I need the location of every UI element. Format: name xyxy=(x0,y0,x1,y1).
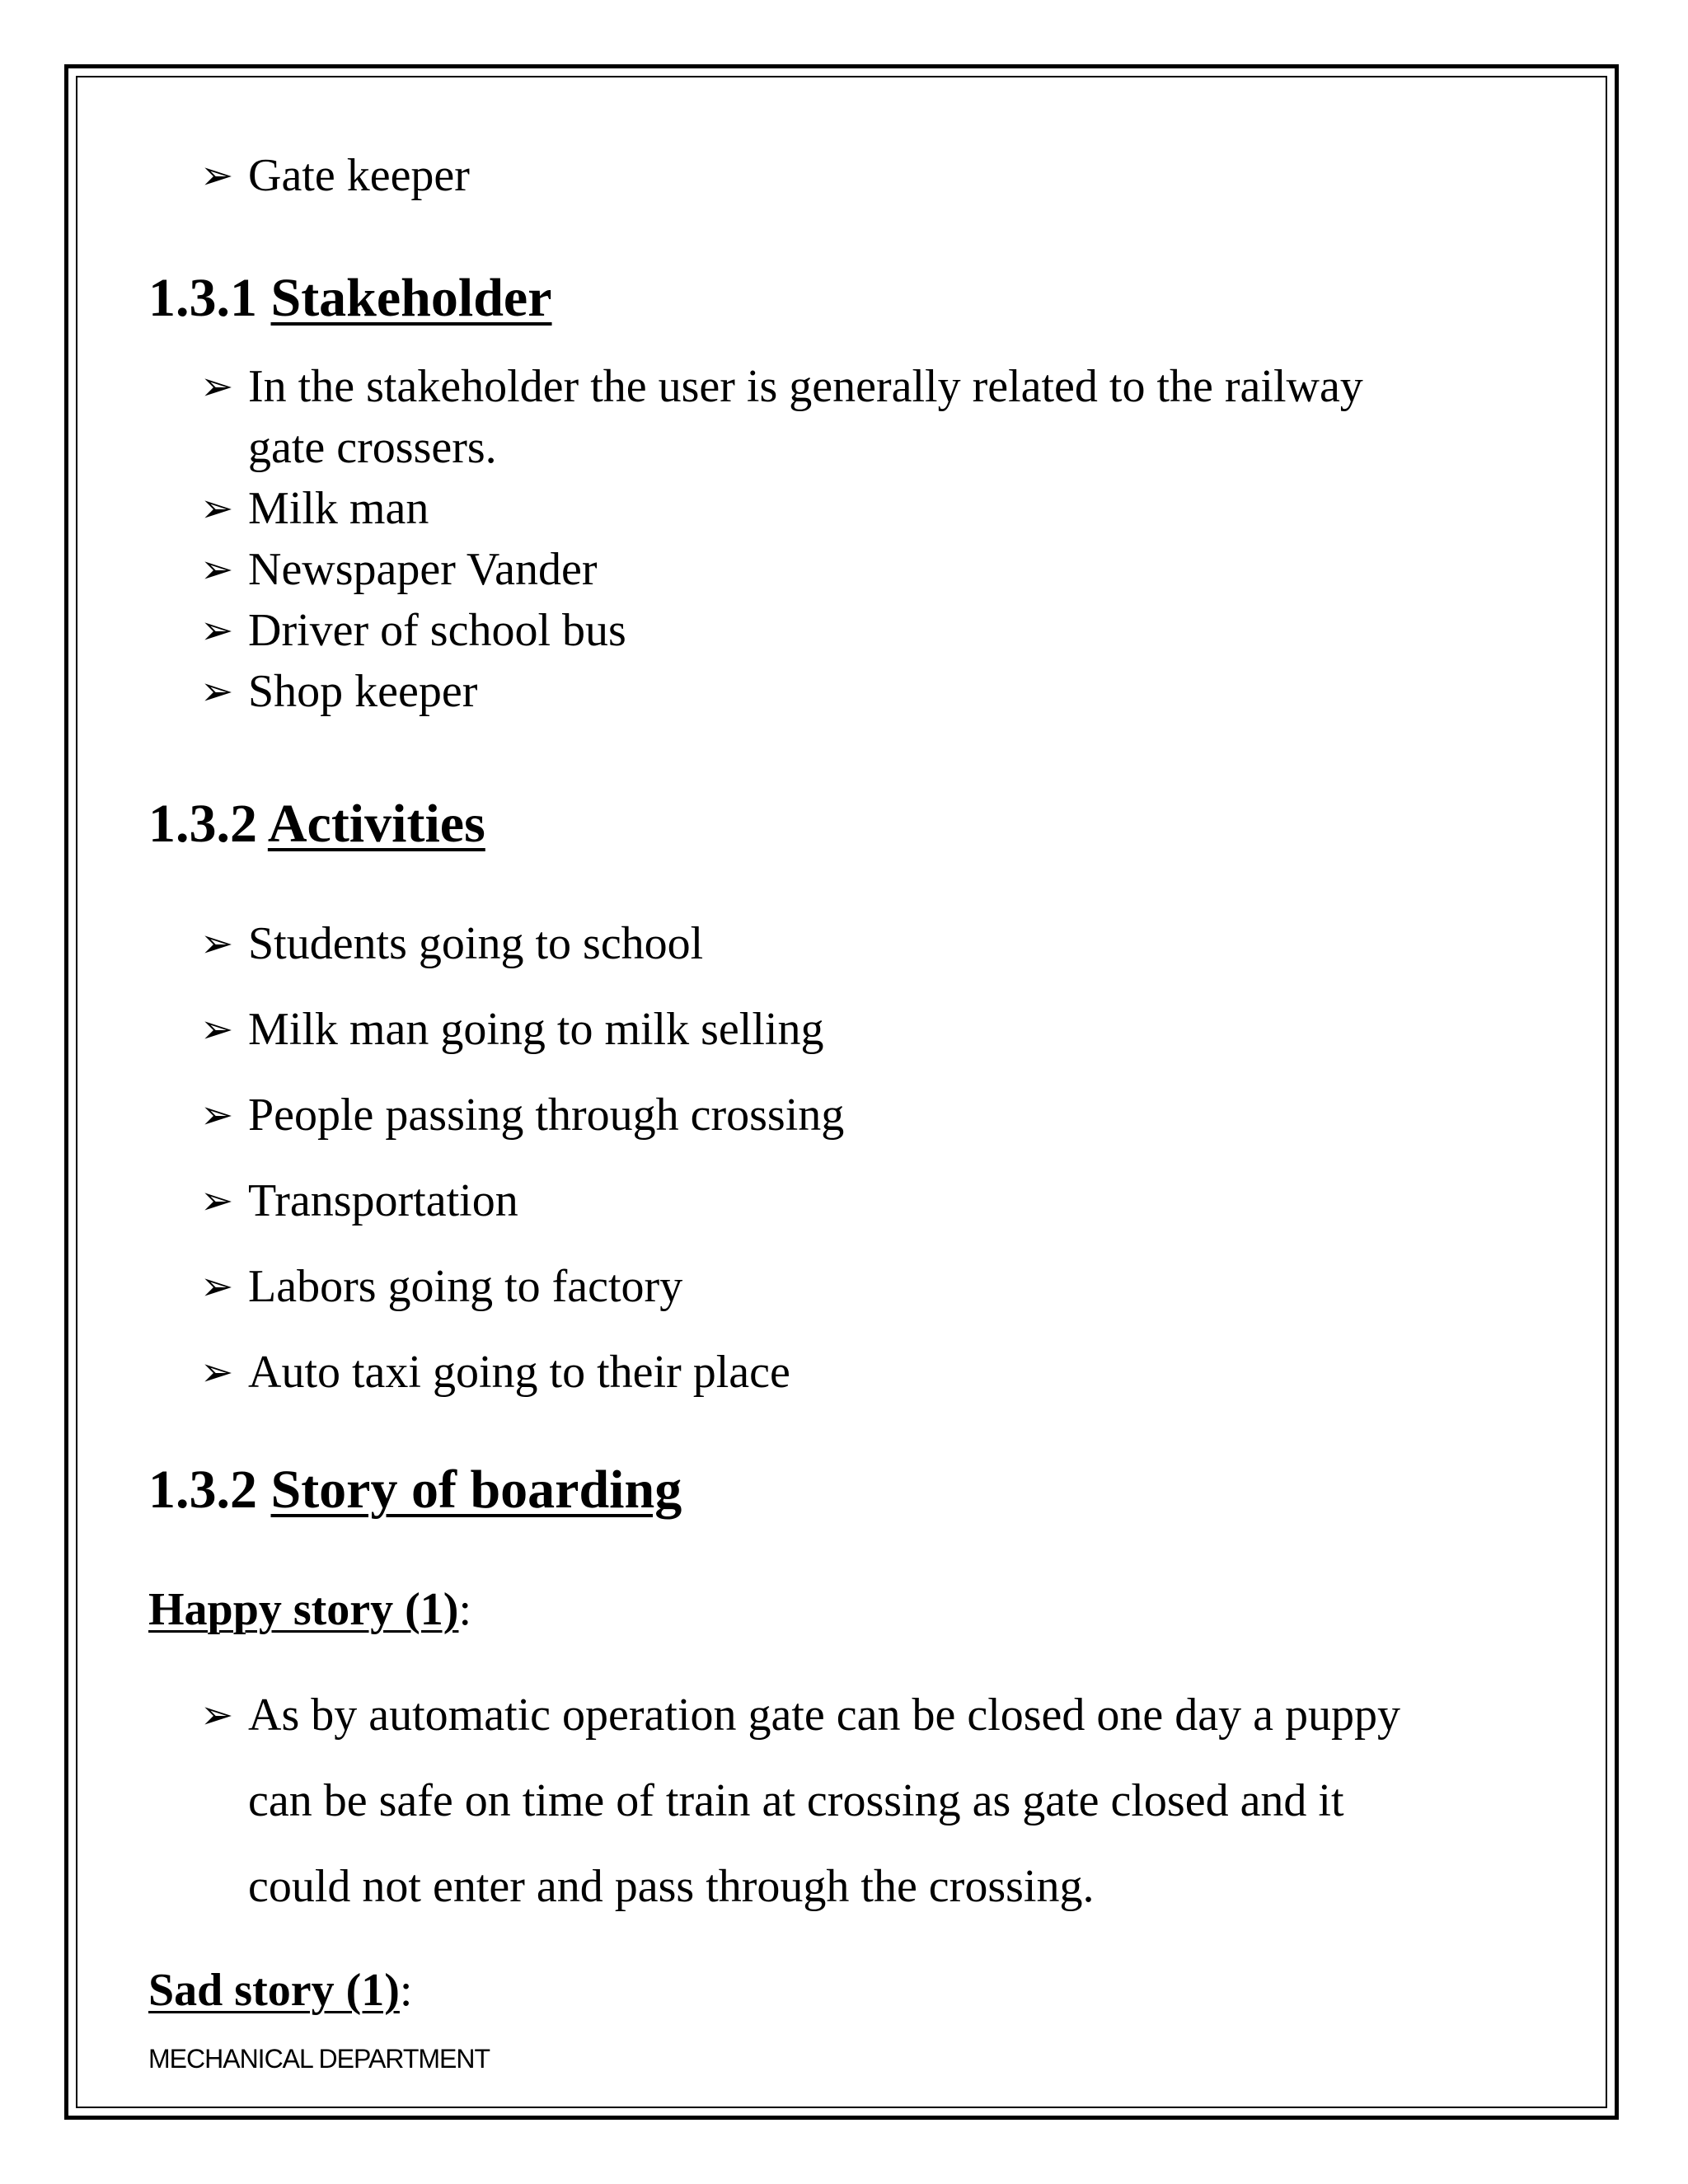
list-item-text: gate crossers. xyxy=(248,422,497,473)
happy-story-heading xyxy=(148,1581,471,1638)
list-item-text: Milk man going to milk selling xyxy=(248,1004,824,1055)
list-item-text: As by automatic operation gate can be closed one day a puppy xyxy=(248,1690,1400,1741)
list-item xyxy=(200,1256,682,1317)
list-item-text: Shop keeper xyxy=(248,666,478,717)
arrow-bullet-icon: ➢ xyxy=(200,1349,234,1395)
section-title: Stakeholder xyxy=(270,268,552,328)
list-item-text: Students going to school xyxy=(248,918,704,969)
arrow-bullet-icon: ➢ xyxy=(200,1092,234,1138)
arrow-bullet-icon: ➢ xyxy=(200,363,234,410)
happy-story-colon: : xyxy=(458,1584,472,1635)
list-item-continuation xyxy=(200,1856,1094,1917)
list-item xyxy=(200,1170,518,1231)
arrow-bullet-icon: ➢ xyxy=(200,668,234,715)
list-item xyxy=(200,478,429,539)
section-title: Story of boarding xyxy=(270,1460,682,1520)
arrow-bullet-icon: ➢ xyxy=(200,152,234,199)
list-item-text: Newspaper Vander xyxy=(248,544,598,595)
section-heading-activities xyxy=(148,791,485,857)
list-item xyxy=(200,1685,1400,1746)
section-title: Activities xyxy=(267,794,485,854)
list-item-text: People passing through crossing xyxy=(248,1090,845,1141)
arrow-bullet-icon: ➢ xyxy=(200,485,234,532)
list-item xyxy=(200,600,626,661)
list-item xyxy=(200,913,703,974)
section-number: 1.3.1 xyxy=(148,268,257,328)
list-item xyxy=(200,661,477,722)
list-item-text: Transportation xyxy=(248,1175,518,1226)
list-item xyxy=(200,356,1363,417)
arrow-bullet-icon: ➢ xyxy=(200,1006,234,1052)
list-item xyxy=(200,1342,790,1403)
list-item-text: Milk man xyxy=(248,483,429,534)
section-number: 1.3.2 xyxy=(148,794,257,854)
list-item-text: In the stakeholder the user is generally related to the railway xyxy=(248,361,1363,412)
list-item-text: Driver of school bus xyxy=(248,605,626,656)
sad-story-colon: : xyxy=(399,1965,413,2016)
section-heading-stakeholder xyxy=(148,265,552,331)
list-item-text: can be safe on time of train at crossing as gate closed and it xyxy=(248,1775,1344,1826)
list-item xyxy=(200,539,597,600)
list-item-continuation xyxy=(200,1770,1344,1831)
page-footer: MECHANICAL DEPARTMENT xyxy=(148,2044,490,2074)
list-item-text: Gate keeper xyxy=(248,150,470,201)
arrow-bullet-icon: ➢ xyxy=(200,1178,234,1224)
arrow-bullet-icon: ➢ xyxy=(200,546,234,593)
arrow-bullet-icon: ➢ xyxy=(200,921,234,967)
arrow-bullet-icon: ➢ xyxy=(200,1263,234,1310)
happy-story-label: Happy story (1) xyxy=(148,1584,459,1635)
arrow-bullet-icon: ➢ xyxy=(200,1692,234,1738)
sad-story-heading xyxy=(148,1961,412,2019)
arrow-bullet-icon: ➢ xyxy=(200,607,234,654)
list-item xyxy=(200,1085,844,1146)
section-number: 1.3.2 xyxy=(148,1460,257,1520)
sad-story-label: Sad story (1) xyxy=(148,1965,400,2016)
list-item xyxy=(200,999,823,1060)
list-item-text: Labors going to factory xyxy=(248,1261,683,1312)
list-item-continuation xyxy=(200,417,497,478)
list-item-text: Auto taxi going to their place xyxy=(248,1347,790,1398)
section-heading-story xyxy=(148,1457,682,1523)
list-item xyxy=(200,145,470,206)
list-item-text: could not enter and pass through the crossing. xyxy=(248,1861,1095,1912)
